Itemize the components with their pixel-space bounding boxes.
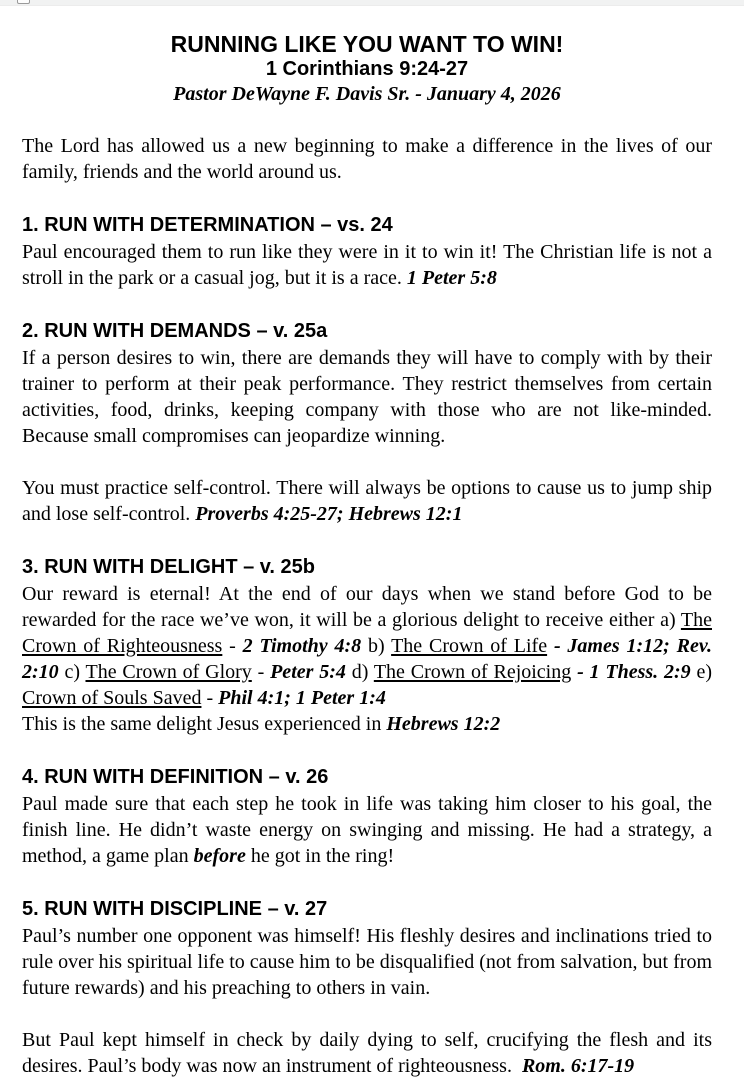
section-4-paragraph-1 xyxy=(22,791,712,869)
section-3-heading: 3. RUN WITH DELIGHT – v. 25b xyxy=(22,556,315,578)
text-run: Paul made sure that each step he took in life was taking him closer to his goal, the finish line. He didn’t waste energy on swinging and missing. He had a strategy, a method, a game plan xyxy=(22,793,712,867)
section-5-heading: 5. RUN WITH DISCIPLINE – v. 27 xyxy=(22,898,328,920)
text-run xyxy=(547,635,554,657)
text-run: Rom. 6:17-19 xyxy=(521,1055,635,1077)
section-4-heading: 4. RUN WITH DEFINITION – v. 26 xyxy=(22,766,329,788)
section-5-paragraph-1 xyxy=(22,923,712,1001)
section-2-heading: 2. RUN WITH DEMANDS – v. 25a xyxy=(22,320,328,342)
sermon-document xyxy=(0,6,744,1079)
text-run: Hebrews 12:2 xyxy=(386,713,501,735)
section-1-heading: 1. RUN WITH DETERMINATION – vs. 24 xyxy=(22,214,393,236)
section-5-paragraph-2 xyxy=(22,1027,712,1079)
text-run: But Paul kept himself in check by daily dying to self, crucifying the flesh and its desires. Paul’s body was now an instrument of righteousness. xyxy=(22,1029,712,1077)
text-run: - xyxy=(222,635,243,657)
text-run: c) xyxy=(58,661,86,683)
text-run: The Lord has allowed us a new beginning to make a difference in the lives of our family, friends and the world around us. xyxy=(22,135,712,183)
text-run: The Crown of Rejoicing xyxy=(373,661,572,683)
text-run: Proverbs 4:25-27; Hebrews 12:1 xyxy=(195,503,463,525)
text-run: e) xyxy=(690,661,712,683)
byline: Pastor DeWayne F. Davis Sr. - January 4, 2026 xyxy=(173,83,561,105)
text-run: 2 Timothy 4:8 xyxy=(242,635,362,657)
document-header xyxy=(22,32,712,107)
text-run: b) xyxy=(361,635,392,657)
text-run: You must practice self-control. There will always be options to cause us to jump ship and lose self-control. xyxy=(22,477,712,525)
section-3-paragraph-2 xyxy=(22,711,712,737)
text-run: - xyxy=(251,661,271,683)
text-run: Crown of Souls Saved xyxy=(22,687,202,709)
text-run: - xyxy=(201,687,219,709)
partial-tab-control[interactable] xyxy=(17,0,30,4)
text-run: Our reward is eternal! At the end of our days when we stand before God to be rewarded for the race we’ve won, it will be a glorious delight to receive either a) xyxy=(22,583,712,631)
section-1-paragraph-1 xyxy=(22,239,712,291)
text-run: - 1 Thess. 2:9 xyxy=(577,661,691,683)
section-2-paragraph-1 xyxy=(22,345,712,449)
text-run: 1 Peter 5:8 xyxy=(406,267,497,289)
text-run: he got in the ring! xyxy=(245,845,395,867)
text-run: Peter 5:4 xyxy=(270,661,346,683)
text-run: - James 1:12; Rev. 2:10 xyxy=(22,635,712,683)
text-run: The Crown of Righteousness xyxy=(22,609,712,657)
text-run: before xyxy=(193,845,246,867)
text-run: Paul’s number one opponent was himself! His fleshly desires and inclinations tried to rule over his spiritual life to cause him to be disqualified (not from salvation, but from future rewards) and his preaching to others in vain. xyxy=(22,925,712,999)
text-run: The Crown of Life xyxy=(391,635,548,657)
text-run: d) xyxy=(345,661,374,683)
page-title: RUNNING LIKE YOU WANT TO WIN! xyxy=(170,31,564,57)
text-run: Paul encouraged them to run like they were in it to win it! The Christian life is not a stroll in the park or a casual jog, but it is a race. xyxy=(22,241,712,289)
text-run: This is the same delight Jesus experienced in xyxy=(22,713,387,735)
browser-chrome-strip xyxy=(0,0,744,6)
scripture-reference: 1 Corinthians 9:24-27 xyxy=(265,58,469,80)
section-3-paragraph-1 xyxy=(22,581,712,711)
text-run: If a person desires to win, there are demands they will have to comply with by their trainer to perform at their peak performance. They restrict themselves from certain activities, food, drinks, keeping company with those who are not like-minded. Because small compromises can jeopardize winning. xyxy=(22,347,712,447)
text-run: Phil 4:1; 1 Peter 1:4 xyxy=(218,687,386,709)
text-run: The Crown of Glory xyxy=(85,661,252,683)
section-2-paragraph-2 xyxy=(22,475,712,527)
intro-paragraph xyxy=(22,133,712,185)
